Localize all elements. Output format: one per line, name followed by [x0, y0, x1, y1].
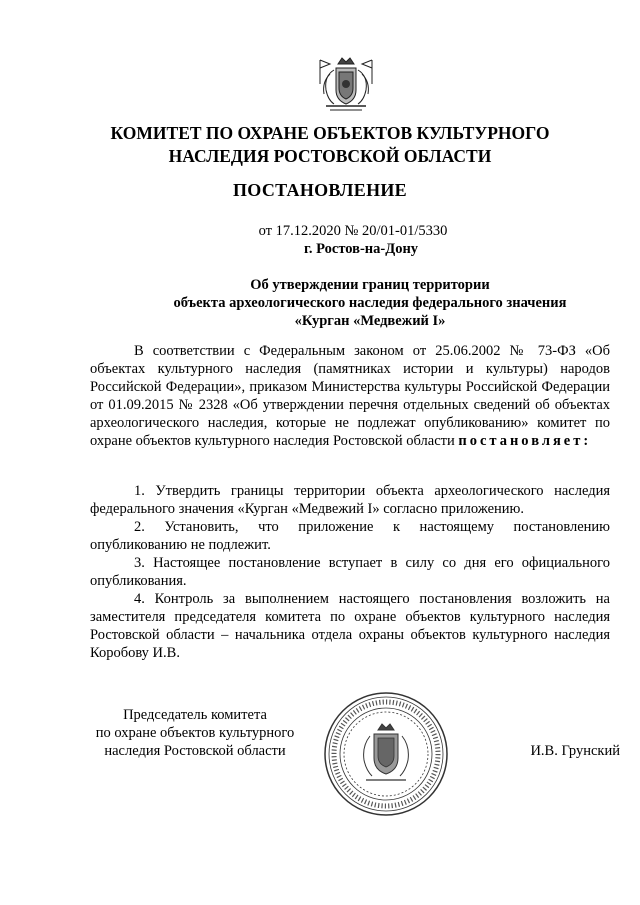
decree-word: постановляет: — [458, 433, 592, 449]
document-city: г. Ростов-на-Дону — [303, 241, 419, 257]
decree-item: 3. Настоящее постановление вступает в силу со дня его официального опубликования. — [90, 555, 610, 589]
preamble-text: В соответствии с Федеральным законом от 25.06.2002 № 73-ФЗ «Об объектах культурного наследия (памятниках истории и культуры) народов Российской Федерации», приказом Министерства культуры Российской Федерации от 01.09.2015 № 2328 «Об утверждении перечня отдельных сведений об объектах археологического наследия, которые не подлежат опубликованию» комитет по охране объектов культурного наследия Ростовской области — [90, 343, 610, 449]
preamble-paragraph — [90, 342, 610, 450]
subject-line2: объекта археологического наследия федерального значения — [173, 295, 567, 311]
signature-position-line3: наследия Ростовской области — [104, 743, 286, 759]
decree-items — [90, 482, 610, 662]
signer-name: И.В. Грунский — [530, 743, 620, 759]
decree-item: 2. Установить, что приложение к настоящему постановлению опубликованию не подлежит. — [90, 519, 610, 553]
decree-item: 4. Контроль за выполнением настоящего постановления возложить на заместителя председателя комитета по охране объектов культурного наследия Ростовской области – начальника отдела охраны объектов культурного наследия Коробову И.В. — [90, 591, 610, 661]
subject-line3: «Курган «Медвежий I» — [294, 313, 446, 329]
coat-of-arms-icon — [312, 54, 380, 120]
decree-item: 1. Утвердить границы территории объекта археологического наследия федерального значения «Курган «Медвежий I» согласно приложению. — [90, 483, 610, 517]
committee-name-line2: НАСЛЕДИЯ РОСТОВСКОЙ ОБЛАСТИ — [168, 146, 492, 166]
document-date-number: от 17.12.2020 № 20/01-01/5330 — [258, 223, 448, 239]
document-type: ПОСТАНОВЛЕНИЕ — [233, 180, 407, 200]
signature-position-line2: по охране объектов культурного — [95, 725, 295, 741]
document-subject — [90, 276, 640, 330]
committee-name-line1: КОМИТЕТ ПО ОХРАНЕ ОБЪЕКТОВ КУЛЬТУРНОГО — [110, 123, 550, 143]
signature-position-line1: Председатель комитета — [123, 707, 267, 723]
subject-line1: Об утверждении границ территории — [250, 277, 490, 293]
official-seal-icon — [322, 690, 450, 818]
committee-name — [80, 122, 580, 168]
signature-position — [80, 706, 310, 760]
